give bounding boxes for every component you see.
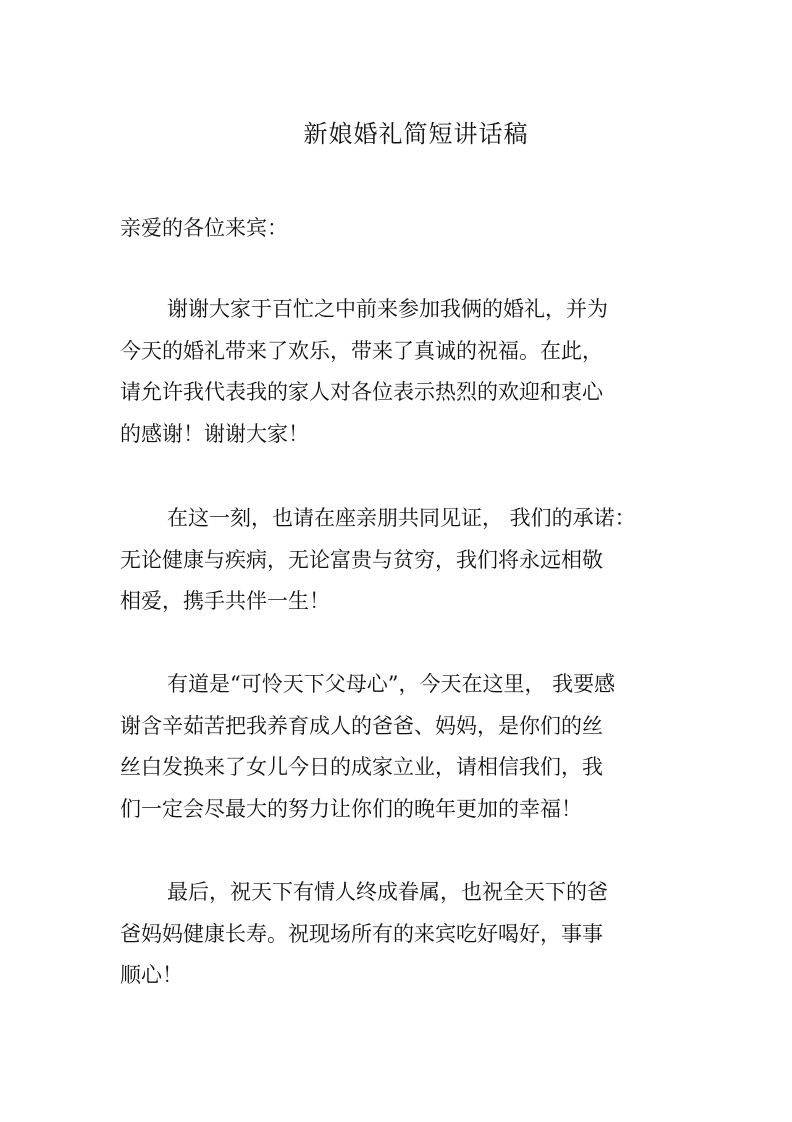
paragraph-line: 今天的婚礼带来了欢乐，带来了真诚的祝福。在此， — [120, 338, 603, 363]
paragraph-1 — [120, 289, 680, 455]
paragraph-line: 爸妈妈健康长寿。祝现场所有的来宾吃好喝好，事事 — [120, 921, 603, 946]
paragraph-line: 丝白发换来了女儿今日的成家立业，请相信我们，我 — [120, 755, 603, 779]
paragraph-line: 无论健康与疾病，无论富贵与贫穷，我们将永远相敬 — [120, 547, 603, 572]
paragraph-2 — [120, 498, 680, 623]
paragraph-line: 相爱，携手共伴一生！ — [120, 589, 330, 613]
paragraph-line: 顺心！ — [120, 963, 183, 987]
paragraph-line: 请允许我代表我的家人对各位表示热烈的欢迎和衷心 — [120, 380, 603, 404]
document-title: 新娘婚礼简短讲话稿 — [303, 120, 529, 148]
paragraph-line: 在这一刻，也请在座亲朋共同见证， 我们的承诺： — [167, 506, 636, 530]
paragraph-line: 的感谢！谢谢大家！ — [120, 421, 309, 446]
paragraph-4 — [120, 872, 680, 997]
paragraph-line: 最后，祝天下有情人终成眷属，也祝全天下的爸 — [167, 880, 608, 904]
paragraph-3 — [120, 664, 680, 830]
paragraph-line: 有道是“可怜天下父母心”，今天在这里， 我要感 — [167, 672, 616, 696]
paragraph-line: 谢谢大家于百忙之中前来参加我俩的婚礼，并为 — [167, 297, 608, 321]
salutation: 亲爱的各位来宾： — [120, 216, 288, 240]
paragraph-line: 谢含辛茹苦把我养育成人的爸爸、妈妈，是你们的丝 — [120, 713, 603, 738]
paragraph-line: 们一定会尽最大的努力让你们的晚年更加的幸福！ — [120, 796, 582, 821]
